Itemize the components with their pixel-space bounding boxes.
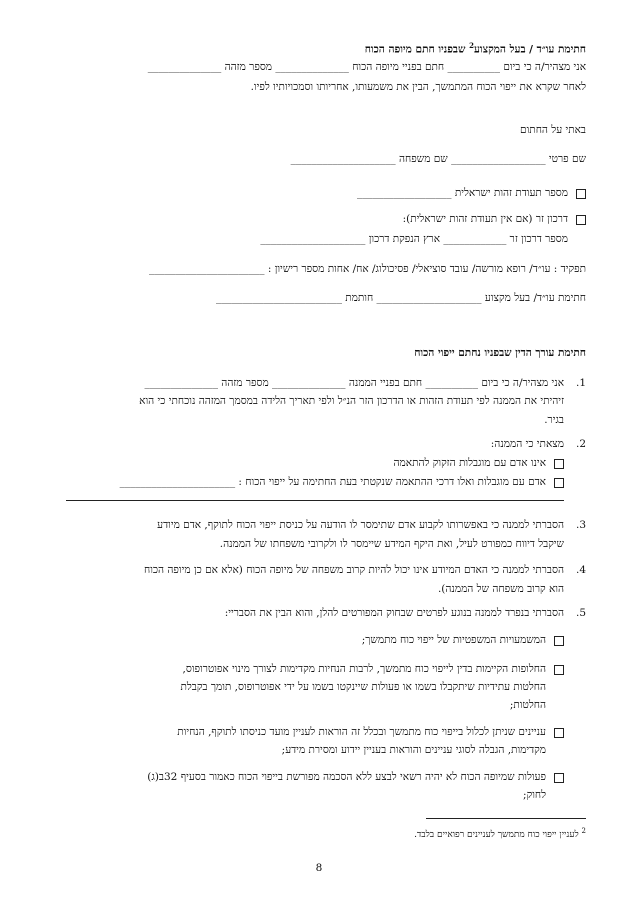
item-5-option-3-line-2: מקדימות, הגבלה לסוגי עניינים והוראות בעניין יידוע ומסירת מידע; bbox=[281, 744, 546, 756]
checkbox[interactable] bbox=[554, 728, 564, 738]
signer-heading: באתי על החתום bbox=[520, 124, 586, 136]
section-a-title: חתימת עו״ד / בעל המקצוע$^2$ שבפניו חתם מיופה הכוח bbox=[364, 41, 586, 56]
item-4-line-2: הוא קרוב משפחה של הממנה). bbox=[437, 583, 564, 595]
checkbox[interactable] bbox=[554, 459, 564, 469]
document-page: חתימת עו״ד / בעל המקצוע$^2$ שבפניו חתם מיופה הכוח אני מצהיר/ה כי ביום __________ חתם בפניי מיופה הכוח ______________ מספר מזהה ______________ לאחר שקרא את ייפוי הכוח המתמשך, הבין את משמעותו, אחריותו וסמכויותיו לפיו. באתי על החתום שם פרטי __________________ שם משפחה ____________________ מספר תעודת זהות ישראלית __________________ דרכון זר (אם אין תעודת זהות ישראלית): מספר דרכון זר ____________ ארץ הנפקת דרכון ____________________ תפקיד : עו״ד/ רופא מורשה/ עובד סוציאלי/ פסיכולוג/ אח/ אחות מספר רישיון : ______________________ חתימת עו״ד/ בעל מקצוע ____________________ חותמת ________________________ חתימת עורך הדין שבפניו נחתם ייפוי הכוח 1. אני מצהיר/ה כי ביום __________ חתם בפניי הממנה ______________ מספר מזהה ______________ זיהיתי את הממנה לפי תעודת הזהות או הדרכון הזר הנ״ל ולפי תאריך הלידה במסמך המזהה נוכחתי כי הוא בגיר. 2. מצאתי כי הממנה: אינו אדם עם מוגבלות הזקוק להתאמה אדם עם מוגבלות ואלו דרכי ההתאמה שנקטתי בעת החתימה על ייפוי הכוח : ______________________ 3. הסברתי לממנה כי באפשרותו לקבוע אדם שתימסר לו הודעה על כניסת ייפוי הכוח לתוקף, אדם מיודע שיקבל דיווח כמפורט לעיל, ואת היקף המידע שיימסר לו ולקרובי משפחתו של הממנה. 4. הסברתי לממנה כי האדם המיודע אינו יכול להיות קרוב משפחה של מיופה הכוח (אלא אם כן מיופה הכוח הוא קרוב משפחה של הממנה). 5. הסברתי בנפרד לממנה בנוגע לפרטים שבחוק המפורטים להלן, והוא הבין את הסבריי: המשמעויות המשפטיות של ייפוי כוח מתמשך; החלופות הקיימות בדין לייפוי כוח מתמשך, לרבות הנחיות מקדימות לצורך מינוי אפוטרופוס, החלטות עתידיות שיתקבלו בשמו או פעולות שיינקטו בשמו על ידי אפוטרופוס, תומך בקבלת החלטות; עניינים שניתן לכלול בייפוי כוח מתמשך ובכלל זה הוראות לעניין מועד כניסתו לתוקף, הנחיות מקדימות, הגבלה לסוגי עניינים והוראות בעניין יידוע ומסירת מידע; פעולות שמיופה הכוח לא יהיה רשאי לבצע ללא הסכמה מפורשת בייפוי הכוח כאמור בסעיף 32ב(ג) לחוק; $^2$ לעניין ייפוי כוח מתמשך לעניינים רפואיים בלבד. 8 bbox=[0, 0, 638, 903]
checkbox[interactable] bbox=[576, 215, 586, 225]
item-1-line-3: בגיר. bbox=[544, 414, 564, 426]
passport-line: מספר דרכון זר ____________ ארץ הנפקת דרכון ____________________ bbox=[260, 233, 568, 245]
checkbox[interactable] bbox=[554, 665, 564, 675]
footnote-rule bbox=[426, 818, 586, 819]
item-2-line-1: מצאתי כי הממנה: bbox=[490, 438, 564, 450]
item-5-option-2-line-3: החלטות; bbox=[509, 699, 546, 711]
declaration-line: אני מצהיר/ה כי ביום __________ חתם בפניי מיופה הכוח ______________ מספר מזהה ______________ bbox=[147, 61, 586, 73]
item-number: 2. bbox=[575, 438, 586, 450]
item-number: 5. bbox=[575, 607, 586, 619]
page-number: 8 bbox=[315, 862, 323, 874]
item-3-line-1: הסברתי לממנה כי באפשרותו לקבוע אדם שתימסר לו הודעה על כניסת ייפוי הכוח לתוקף, אדם מיודע bbox=[157, 519, 564, 531]
item-number: 3. bbox=[575, 519, 586, 531]
item-number: 1. bbox=[575, 377, 586, 389]
checkbox[interactable] bbox=[576, 189, 586, 199]
item-4-line-1: הסברתי לממנה כי האדם המיודע אינו יכול להיות קרוב משפחה של מיופה הכוח (אלא אם כן מיופה הכוח bbox=[143, 564, 564, 576]
fill-line bbox=[66, 500, 564, 501]
item-5-option-2-line-2: החלטות עתידיות שיתקבלו בשמו או פעולות שיינקטו בשמו על ידי אפוטרופוס, תומך בקבלת bbox=[180, 681, 546, 693]
item-number: 4. bbox=[575, 564, 586, 576]
section-b-title: חתימת עורך הדין שבפניו נחתם ייפוי הכוח bbox=[414, 347, 586, 359]
name-line: שם פרטי __________________ שם משפחה ____________________ bbox=[290, 153, 586, 165]
item-1-line-1: אני מצהיר/ה כי ביום __________ חתם בפניי הממנה ______________ מספר מזהה ______________ bbox=[144, 377, 564, 389]
item-3-line-2: שיקבל דיווח כמפורט לעיל, ואת היקף המידע שיימסר לו ולקרובי משפחתו של הממנה. bbox=[219, 538, 564, 550]
item-5-line-1: הסברתי בנפרד לממנה בנוגע לפרטים שבחוק המפורטים להלן, והוא הבין את הסבריי: bbox=[224, 607, 564, 619]
footnote: $^2$ לעניין ייפוי כוח מתמשך לעניינים רפואיים בלבד. bbox=[414, 827, 586, 840]
item-5-option-4-line-2: לחוק; bbox=[523, 789, 546, 801]
signature-line: חתימת עו״ד/ בעל מקצוע ____________________ חותמת ________________________ bbox=[215, 292, 586, 304]
role-line: תפקיד : עו״ד/ רופא מורשה/ עובד סוציאלי/ פסיכולוג/ אח/ אחות מספר רישיון : ______________________ bbox=[148, 263, 586, 275]
checkbox[interactable] bbox=[554, 773, 564, 783]
checkbox[interactable] bbox=[554, 636, 564, 646]
declaration-line-2: לאחר שקרא את ייפוי הכוח המתמשך, הבין את משמעותו, אחריותו וסמכויותיו לפיו. bbox=[250, 81, 586, 93]
item-1-line-2: זיהיתי את הממנה לפי תעודת הזהות או הדרכון הזר הנ״ל ולפי תאריך הלידה במסמך המזהה נוכחתי כי הוא bbox=[139, 395, 564, 407]
checkbox[interactable] bbox=[554, 478, 564, 488]
